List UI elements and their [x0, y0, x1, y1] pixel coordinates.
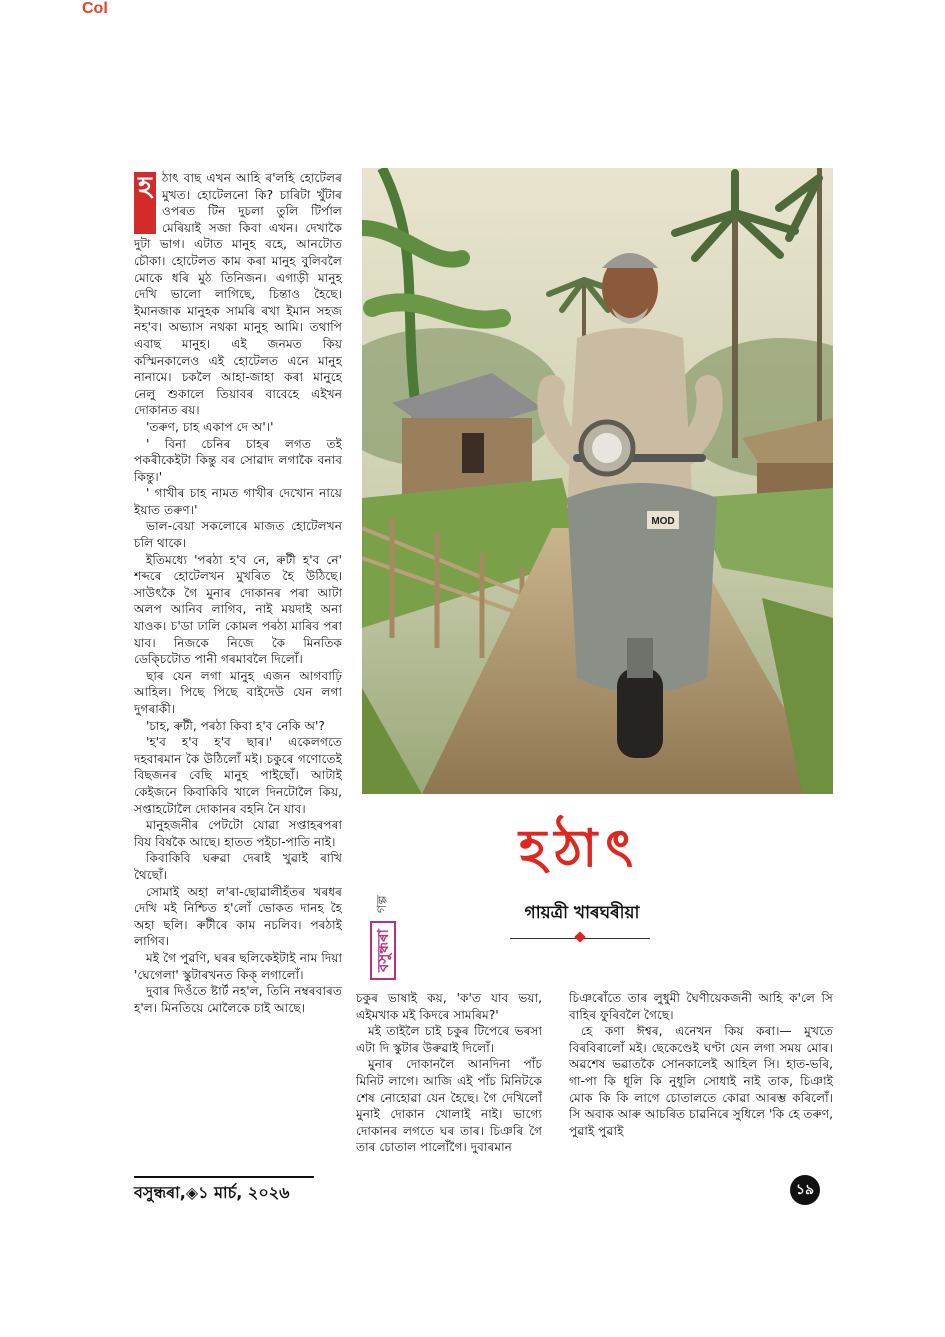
diamond-icon — [574, 931, 585, 942]
article-paragraph: সোমাই অহা ল'ৰা-ছোৱালীহঁতৰ খৰধৰ দেখি মই নিশ্চিত হ'লোঁ ভোকত দানহ হৈ অহা ছলি। ৰুটীৰে কাম নচলিব। পৰঠাই লাগিব। — [134, 884, 342, 949]
article-paragraph: 'চাহ, ৰুটী, পৰঠা কিবা হ'ব নেকি অ'? — [146, 718, 325, 733]
corner-tag: Col — [82, 0, 108, 17]
story-title: হঠাৎ — [519, 818, 641, 879]
article-paragraph: 'তৰুণ, চাহ একাপ দে অ'।' — [146, 419, 274, 434]
section-sub: গল্প — [374, 895, 390, 914]
article-paragraph: হ ঠাৎ বাছ এখন আহি ৰ'লহি হোটেলৰ মুখত। হোটেলনো কি? চাৰিটা খুঁটাৰ ওপৰত টিন দুচলা তুলি টিৰ্পাল মেৰিয়াই সজা কিবা এখন। দেখাকৈ দুটা ভাগ। এটাত মানুহ বহে, আনটোত চৌকা। হোটেলত কাম কৰা মানুহ বুলিবলৈ মোকে ধৰি মুঠ তিনিজন। এগাড়ী মানুহ দেখি ভালো লাগিছে, চিন্তাও হৈছে। ইমানজাক মানুহক সামৰি ৰখা ইমান সহজ নহ'ব। অভ্যাস নথকা মানুহ আমি। তথাপি এবাছ মানুহ। এই জনমত কিয় কস্মিনকালেও এই হোটেলত এনে মানুহ নানামে। চকলৈ আহা-জাহা কৰা মানুহে নেলু শুকালে তিয়াবৰ বাবেহে এইখন দোকানত ৰয়। — [134, 171, 342, 418]
article-paragraph: ইতিমধ্যে 'পৰঠা হ'ব নে, ৰুটী হ'ব নে' শব্দৰে হোটেলখন মুখৰিত হৈ উঠিছে। সাউৎকৈ গৈ মুনাৰ দোকানৰ পৰা আটা অলপ আনিব লাগিব, নাই ময়দাই অনা যাওক। চ'ডা ঢালি কোমল পৰঠা মাৰিব পৰা যাব। নিজকে নিজে কৈ মিনতিক ডেক্চিটোত পানী গৰমাবলৈ দিলোঁ। — [134, 552, 342, 667]
footer-publication-date: বসুন্ধৰা,◈১ মাৰ্চ, ২০২৬ — [134, 1183, 290, 1202]
article-paragraph: ' গাখীৰ চাহ নামত গাখীৰ দেখোন নায়ে ইয়াত তৰুণ।' — [134, 486, 342, 517]
article-paragraph: ছাৰ যেন লগা মানুহ এজন আগবাঢ়ি আহিল। পিছে পিছে বাইদেউ যেন লগা দুগৰাকী। — [134, 668, 342, 716]
article-column-2 — [356, 990, 542, 1173]
article-paragraph: 'হ'ব হ'ব হ'ব ছাৰ।' একেলগতে দহবাৰমান কৈ উঠিলোঁ মই। চকুৰে গণোতেই বিছজনৰ বেছি মানুহ পাইছোঁ। আটাই কেইজনে কিবাকিবি খালে দিনটোলৈ কিয়, সপ্তাহটোলৈ দোকানৰ বহনি নৈ যাব। — [134, 735, 342, 816]
article-column-3 — [569, 990, 833, 1173]
article-paragraph: মই গৈ পুৱণি, ঘৰৰ ছলিকেইটাই নাম দিয়া 'ঘেগেলা' স্কুটাৰখনত কিক্ লগালোঁ। — [134, 950, 342, 982]
article-paragraph: মুনাৰ দোকানলৈ আনদিনা পাঁচ মিনিট লাগে। আজি এই পাঁচ মিনিটকে শেষ নোহোৱা যেন হৈছে। গৈ দেখিলোঁ মুনাই দোকান খোলাই নাই। ভাগ্যে দোকানৰ লগতে ঘৰ তাৰ। চিঞৰি গৈ তাৰ চোতাল পালোঁগৈ। দুবাৰমান — [356, 1057, 542, 1155]
drop-cap: হ — [134, 172, 156, 234]
section-label — [368, 800, 398, 980]
article-paragraph: ' বিনা চেনিৰ চাহৰ লগত তই পকৰীকেইটা কিন্তু বৰ সোৱাদ লগাকৈ বনাব কিন্তু।' — [134, 436, 342, 484]
article-paragraph: চিঞৰোঁতে তাৰ লুধুমী ঘৈণীয়েকজনী আহি ক'লে সি বাহিৰ ফুৰিবলৈ গৈছে। — [569, 991, 833, 1022]
article-paragraph: দুবাৰ দিওঁতে ষ্টাৰ্ট নহ'ল, তিনি নম্বৰবাৰত হ'ল। মিনতিয়ে মোলৈকে চাই আছে। — [134, 984, 342, 1015]
story-author: গায়ত্ৰী খাৰঘৰীয়া — [524, 903, 640, 923]
article-paragraph: হে কণা ঈশ্বৰ, এনেখন কিয় কৰা।— মুখতে বিৰবিৰালোঁ মই। ছেকেণ্ডেই ঘণ্টা যেন লগা সময় মোৰ। অৱশেষ ভৱাতকৈ সোনকালেই আহিল সি। হাত-ভৰি, গা-পা কি ধূলি কি নুধূলি সোধাই নাই তাক, চিঞাই মোক কি কি লাগে চোতালতে কোৱা আৰম্ভ কৰিলোঁ। সি অবাক আৰু আচৰিত চাৱনিৰে সুধিলে 'কি হে তৰুণ, পুৱাই পুৱাই — [569, 1024, 833, 1138]
article-paragraph: মই তাইলৈ চাই চকুৰ টিপেৰে ভৰসা এটা দি স্কুটাৰ উৰুৱাই দিলোঁ। — [356, 1024, 542, 1055]
page-number-badge: ১৯ — [790, 1175, 820, 1205]
scooter-badge: MOD — [651, 516, 675, 527]
story-illustration — [362, 168, 833, 794]
article-paragraph: চকুৰ ভাষাই কয়, 'ক'ত যাব ভয়া, এইমখাক মই কিদৰে সামৰিম?' — [356, 991, 542, 1022]
article-paragraph: মানুহজনীৰ পেটটো যোৱা সপ্তাহৰপৰা বিয বিষকৈ আছে। হাতত পইচা-পাতি নাই। — [134, 818, 342, 849]
article-column-1 — [134, 170, 342, 1173]
article-paragraph: ভাল-বেয়া সকলোৰে মাজত হোটেলখন চলি থাকে। — [134, 519, 342, 551]
footer-divider — [134, 1176, 314, 1178]
article-paragraph: কিবাকিবি ঘৰুৱা দেৰাই খুৱাই ৰাখি থৈছোঁ। — [134, 851, 342, 882]
section-name: বসুন্ধৰা — [370, 921, 396, 980]
